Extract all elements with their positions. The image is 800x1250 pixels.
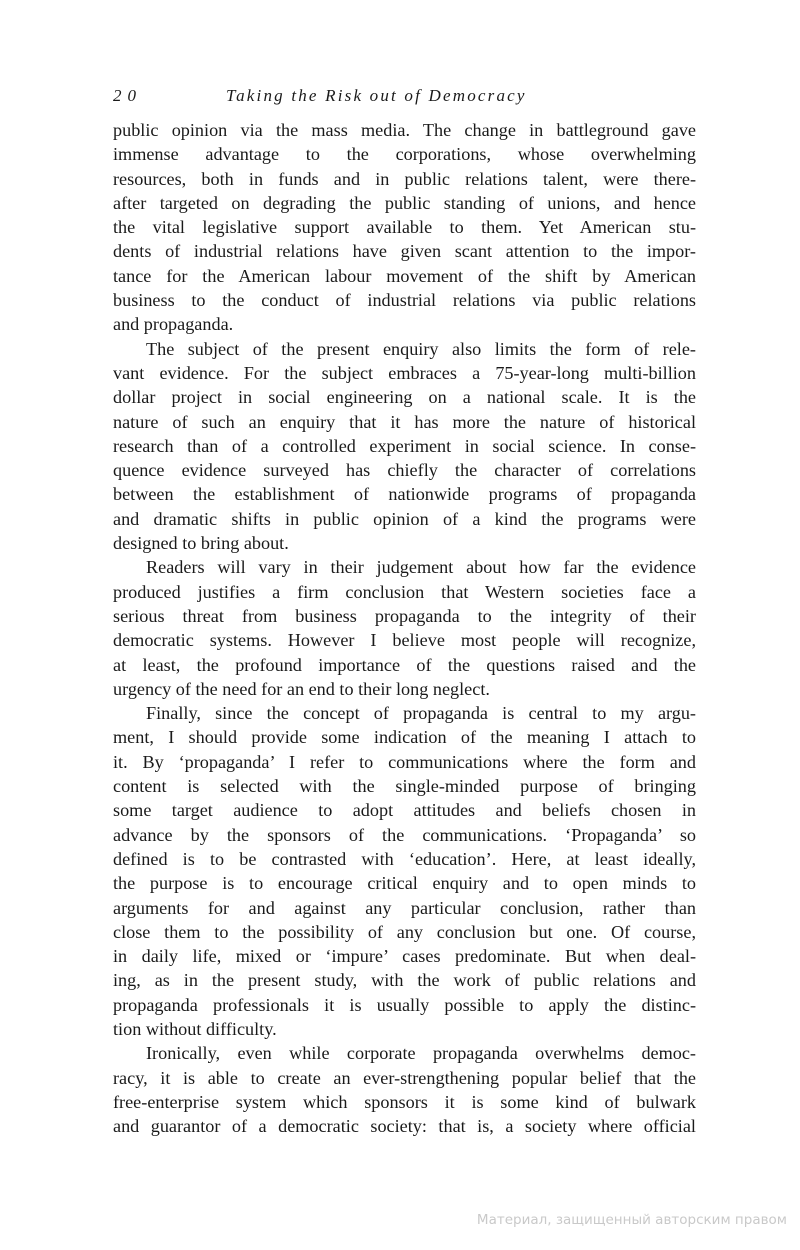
text-line: in daily life, mixed or ‘impure’ cases predominate. But when deal- <box>113 946 696 967</box>
text-line: vant evidence. For the subject embraces a 75-year-long multi-billion <box>113 362 696 383</box>
text-line: propaganda professionals it is usually possible to apply the distinc- <box>113 994 696 1015</box>
text-line: dents of industrial relations have given scant attention to the impor- <box>113 241 696 262</box>
text-line: racy, it is able to create an ever-strengthening popular belief that the <box>113 1067 696 1088</box>
text-line: immense advantage to the corporations, whose overwhelming <box>113 144 696 165</box>
text-line: tance for the American labour movement of the shift by American <box>113 265 696 286</box>
text-line: business to the conduct of industrial relations via public relations <box>113 290 696 311</box>
text-line: and dramatic shifts in public opinion of a kind the programs were <box>113 508 696 529</box>
text-line: serious threat from business propaganda to the integrity of their <box>113 605 696 626</box>
text-line: the purpose is to encourage critical enquiry and to open minds to <box>113 873 696 894</box>
running-title: Taking the Risk out of Democracy <box>226 86 527 105</box>
text-line: content is selected with the single-minded purpose of bringing <box>113 776 696 797</box>
paragraph-start: The subject of the present enquiry also limits the form of rele- <box>146 338 696 359</box>
page-number: 20 <box>113 86 142 105</box>
paragraph-start: Finally, since the concept of propaganda is central to my argu- <box>146 703 696 724</box>
body-text <box>113 118 696 1138</box>
text-line: resources, both in funds and in public relations talent, were there- <box>113 168 696 189</box>
text-line: defined is to be contrasted with ‘education’. Here, at least ideally, <box>113 848 696 869</box>
text-line: urgency of the need for an end to their long neglect. <box>113 678 490 699</box>
text-line: ing, as in the present study, with the work of public relations and <box>113 970 696 991</box>
paragraph-start: Readers will vary in their judgement about how far the evidence <box>146 557 696 578</box>
running-head <box>113 86 696 118</box>
text-line: it. By ‘propaganda’ I refer to communications where the form and <box>113 751 696 772</box>
book-page <box>113 86 696 1138</box>
text-line: quence evidence surveyed has chiefly the character of correlations <box>113 460 696 481</box>
paragraph-start: Ironically, even while corporate propaganda overwhelms democ- <box>146 1043 696 1064</box>
text-line: designed to bring about. <box>113 533 289 554</box>
text-line: and propaganda. <box>113 314 234 335</box>
text-line: advance by the sponsors of the communications. ‘Propaganda’ so <box>113 824 696 845</box>
text-line: the vital legislative support available to them. Yet American stu- <box>113 217 696 238</box>
text-line: democratic systems. However I believe most people will recognize, <box>113 630 696 651</box>
text-line: close them to the possibility of any conclusion but one. Of course, <box>113 921 696 942</box>
copyright-watermark: Материал, защищенный авторским правом <box>476 1212 787 1228</box>
text-line: arguments for and against any particular conclusion, rather than <box>113 897 696 918</box>
text-line: ment, I should provide some indication of the meaning I attach to <box>113 727 696 748</box>
text-line: between the establishment of nationwide programs of propaganda <box>113 484 696 505</box>
text-line: produced justifies a firm conclusion that Western societies face a <box>113 581 696 602</box>
text-line: public opinion via the mass media. The change in battleground gave <box>113 120 696 140</box>
text-line: tion without difficulty. <box>113 1018 277 1039</box>
text-line: at least, the profound importance of the questions raised and the <box>113 654 696 675</box>
text-line: free-enterprise system which sponsors it is some kind of bulwark <box>113 1091 696 1112</box>
text-line: nature of such an enquiry that it has more the nature of historical <box>113 411 696 432</box>
text-line: some target audience to adopt attitudes and beliefs chosen in <box>113 800 696 821</box>
text-line: after targeted on degrading the public standing of unions, and hence <box>113 192 696 213</box>
text-line: research than of a controlled experiment in social science. In conse- <box>113 435 696 456</box>
text-line: and guarantor of a democratic society: that is, a society where official <box>113 1116 696 1137</box>
text-line: dollar project in social engineering on a national scale. It is the <box>113 387 696 408</box>
